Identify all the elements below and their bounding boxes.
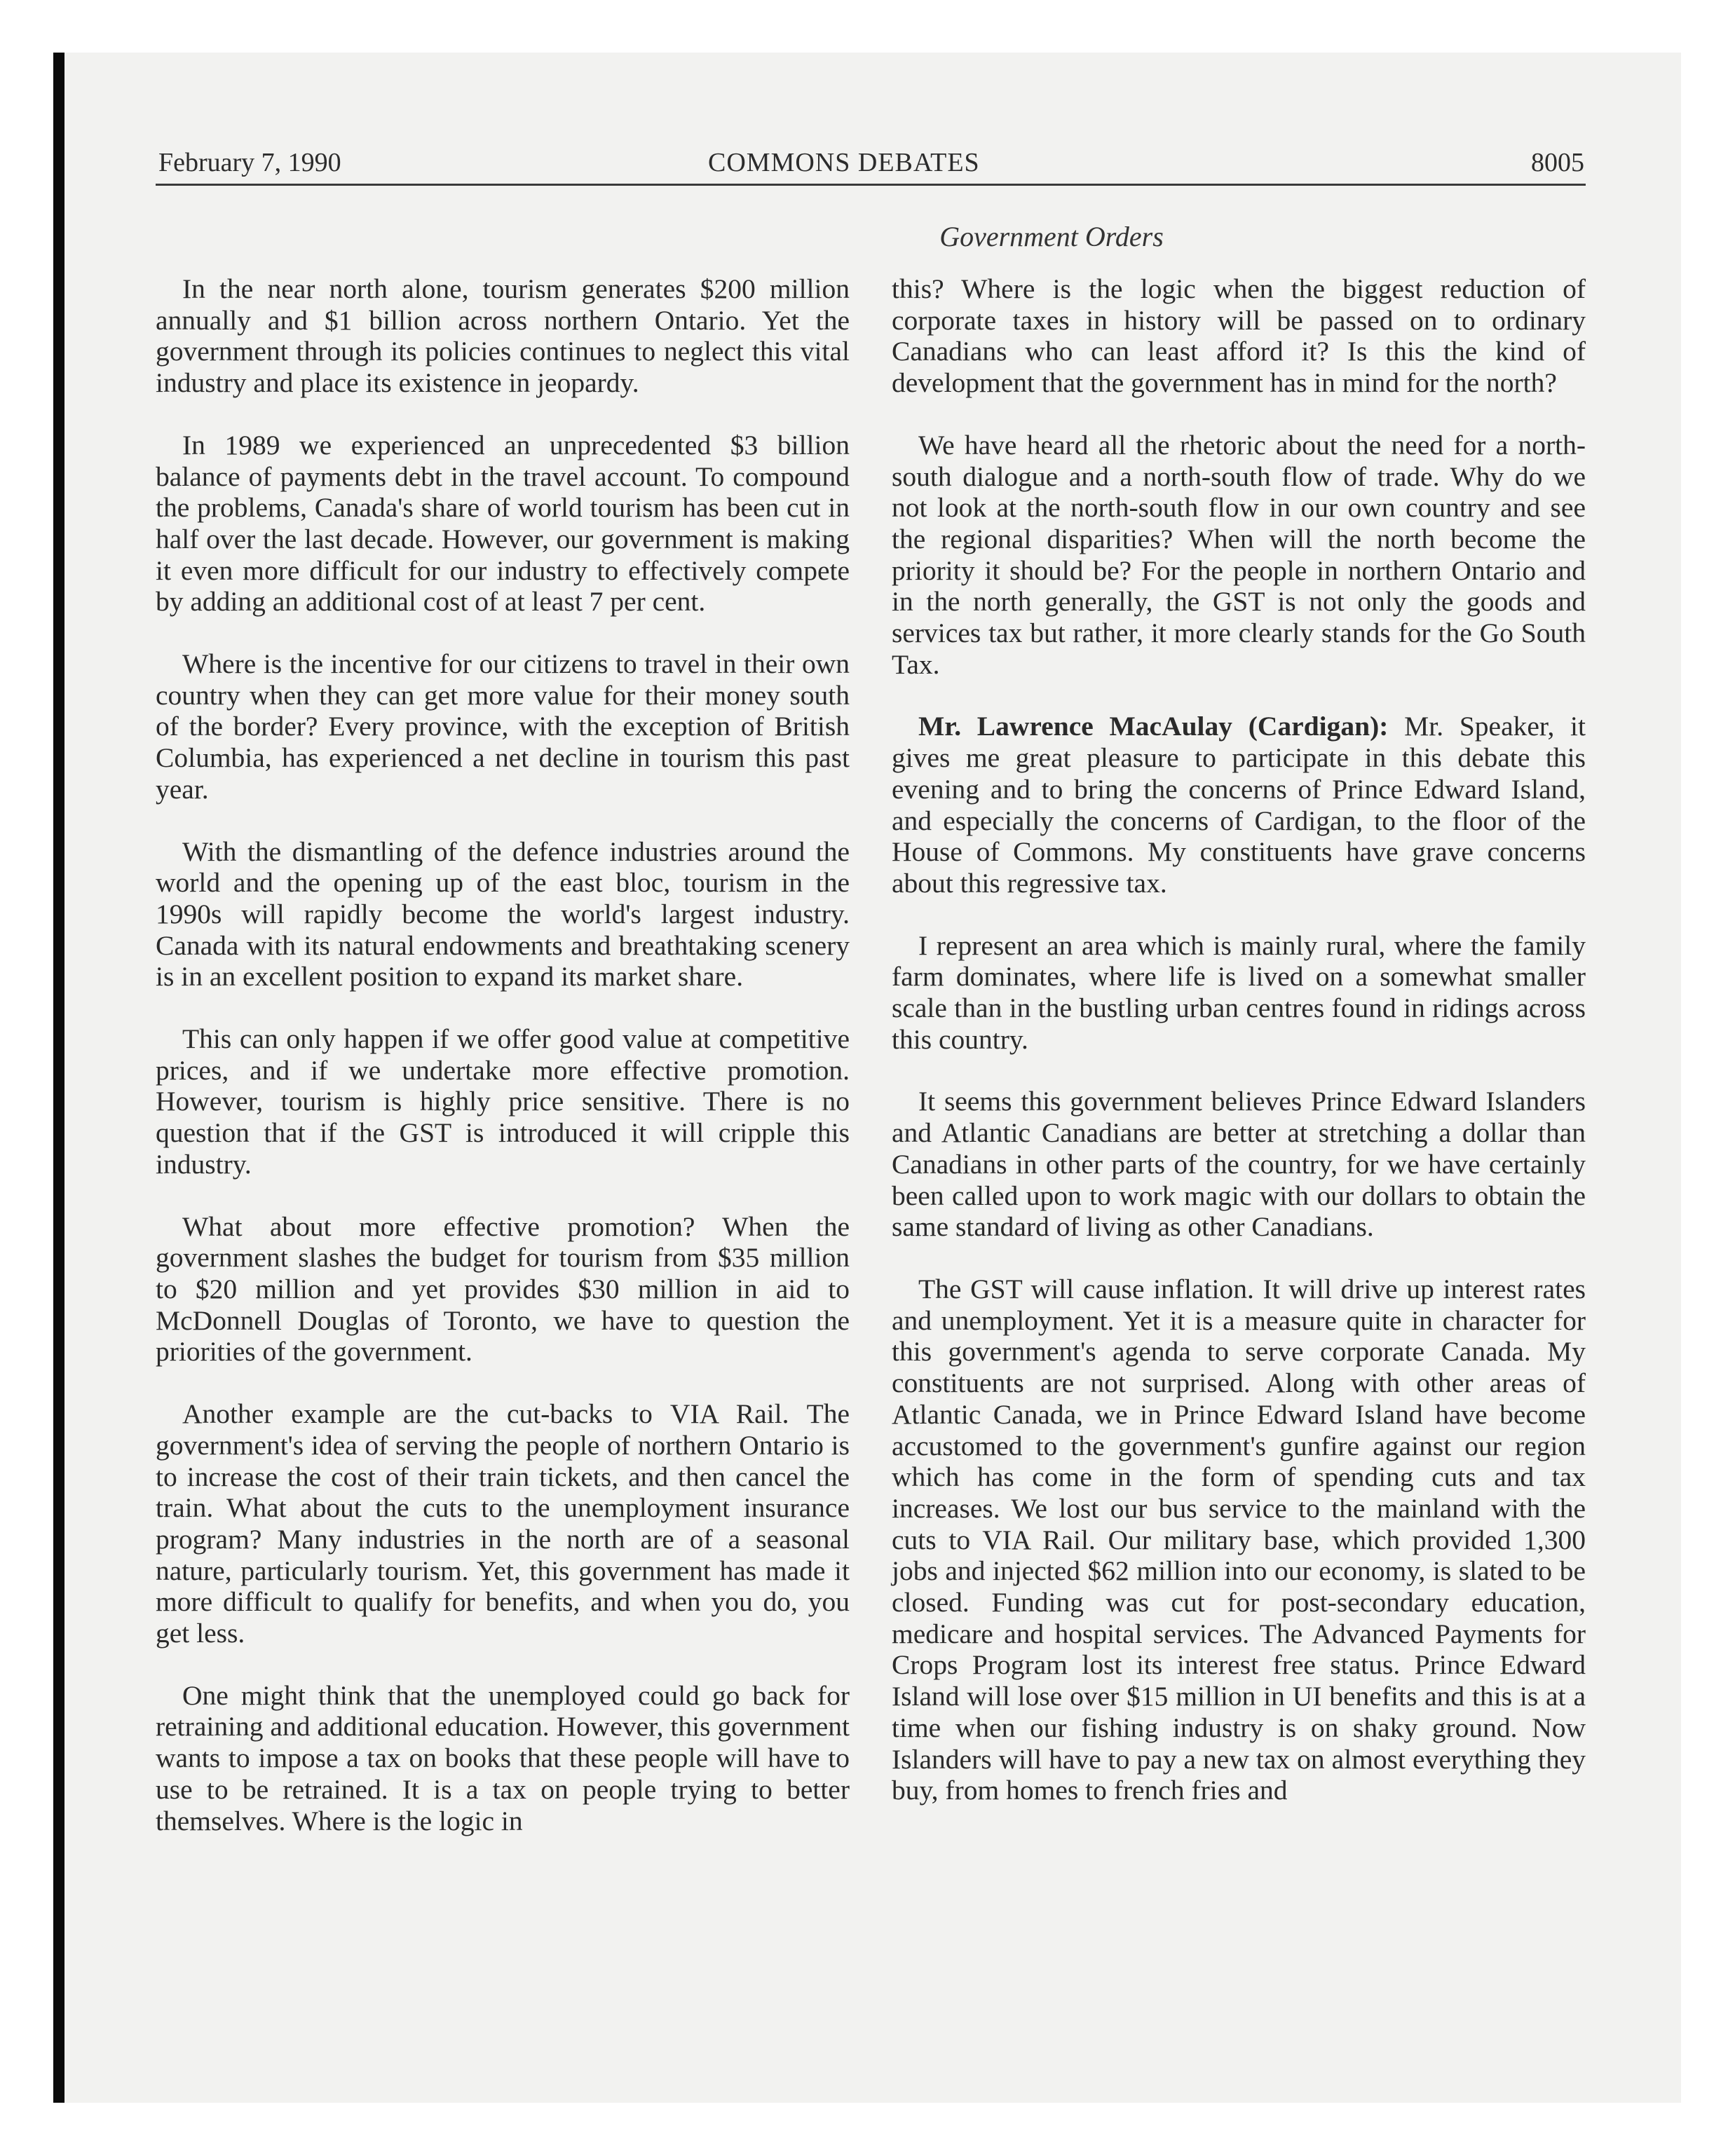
paragraph: This can only happen if we offer good value at competitive prices, and if we undertake more effective promotion. However, tourism is highly price sensitive. There is no question that if the GST is introduced it will cripple this industry. bbox=[156, 1023, 850, 1180]
paragraph: What about more effective promotion? When the government slashes the budget for tourism from $35 million to $20 million and yet provides $30 million in aid to McDonnell Douglas of Toronto, we have to question the priorities of the government. bbox=[156, 1210, 850, 1367]
left-column bbox=[156, 273, 850, 1867]
speech-text: Mr. Speaker, it gives me great pleasure to participate in this debate this evening and to bring the concerns of Prince Edward Island, and especially the concerns of Cardigan, to the floor of the House of Commons. My constituents have grave concerns about this regressive tax. bbox=[892, 711, 1586, 899]
paragraph: We have heard all the rhetoric about the need for a north-south dialogue and a north-south flow of trade. Why do we not look at the north-south flow in our own country and see the regional disparities? When will the north become the priority it should be? For the people in northern Ontario and in the north generally, the GST is not only the goods and services tax but rather, it more clearly stands for the Go South Tax. bbox=[892, 429, 1586, 680]
header-date: February 7, 1990 bbox=[158, 148, 341, 177]
paragraph: In the near north alone, tourism generates $200 million annually and $1 billion across northern Ontario. Yet the government through its policies continues to neglect this vital industry and place its existence in jeopardy. bbox=[156, 273, 850, 399]
paragraph: With the dismantling of the defence industries around the world and the opening up of the east bloc, tourism in the 1990s will rapidly become the world's largest industry. Canada with its natural endowments and breathtaking scenery is in an excellent position to expand its market share. bbox=[156, 835, 850, 992]
scan-border bbox=[53, 53, 64, 2103]
section-label: Government Orders bbox=[939, 221, 1164, 252]
paragraph: It seems this government believes Prince Edward Islanders and Atlantic Canadians are better at stretching a dollar than Canadians in other parts of the country, for we have certainly been called upon to work magic with our dollars to obtain the same standard of living as other Canadians. bbox=[892, 1086, 1586, 1243]
paragraph: The GST will cause inflation. It will drive up interest rates and unemployment. Yet it is a measure quite in character for this government's agenda to serve corporate Canada. My constituents are not surprised. Along with other areas of Atlantic Canada, we in Prince Edward Island have become accustomed to the government's gunfire against our region which has come in the form of spending cuts and tax increases. We lost our bus service to the mainland with the cuts to VIA Rail. Our military base, which provided 1,300 jobs and injected $62 million into our economy, is slated to be closed. Funding was cut for post-secondary education, medicare and hospital services. The Advanced Payments for Crops Program lost its interest free status. Prince Edward Island will lose over $15 million in UI benefits and this is at a time when our fishing industry is on shaky ground. Now Islanders will have to pay a new tax on almost everything they buy, from homes to french fries and bbox=[892, 1273, 1586, 1806]
continuation-paragraph: this? Where is the logic when the biggest reduction of corporate taxes in history will be passed on to ordinary Canadians who can least afford it? Is this the kind of development that the government has in mind for the north? bbox=[892, 273, 1586, 399]
paragraph: In 1989 we experienced an unprecedented $3 billion balance of payments debt in the travel account. To compound the problems, Canada's share of world tourism has been cut in half over the last decade. However, our government is making it even more difficult for our industry to effectively compete by adding an additional cost of at least 7 per cent. bbox=[156, 429, 850, 618]
paragraph: I represent an area which is mainly rural, where the family farm dominates, where life is lived on a somewhat smaller scale than in the bustling urban centres found in ridings across this country. bbox=[892, 929, 1586, 1055]
header-title: COMMONS DEBATES bbox=[708, 148, 980, 177]
paragraph: One might think that the unemployed could go back for retraining and additional education. However, this government wants to impose a tax on books that these people will have to use to be retrained. It is a tax on people trying to better themselves. Where is the logic in bbox=[156, 1679, 850, 1836]
speech-paragraph bbox=[892, 711, 1586, 899]
page-number: 8005 bbox=[1531, 148, 1584, 177]
speaker-name: Mr. Lawrence MacAulay (Cardigan): bbox=[918, 711, 1389, 742]
paragraph: Where is the incentive for our citizens to travel in their own country when they can get more value for their money south of the border? Every province, with the exception of British Columbia, has experienced a net decline in tourism this past year. bbox=[156, 648, 850, 805]
header-rule bbox=[156, 184, 1586, 186]
right-column bbox=[892, 273, 1586, 1837]
paragraph: Another example are the cut-backs to VIA Rail. The government's idea of serving the people of northern Ontario is to increase the cost of their train tickets, and then cancel the train. What about the cuts to the unemployment insurance program? Many industries in the north are of a seasonal nature, particularly tourism. Yet, this government has made it more difficult to qualify for benefits, and when you do, you get less. bbox=[156, 1398, 850, 1649]
